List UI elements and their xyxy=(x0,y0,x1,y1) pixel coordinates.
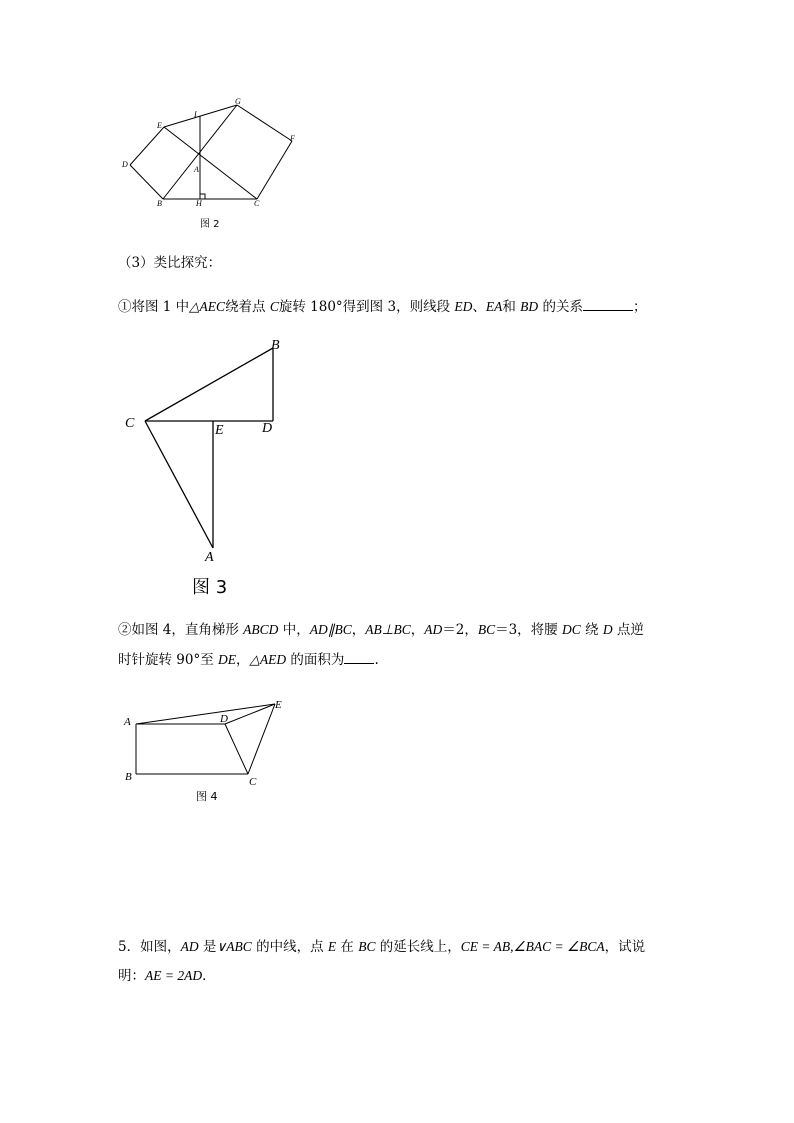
segment-CA xyxy=(145,421,213,548)
figure-2 xyxy=(0,0,794,240)
segment-ED xyxy=(130,127,164,165)
figure-4 xyxy=(0,690,794,820)
label-B: B xyxy=(157,199,162,208)
label-D: D xyxy=(122,160,128,169)
label-E: E xyxy=(215,423,224,438)
figure-4-caption: 图 4 xyxy=(196,790,218,803)
segment-DB xyxy=(130,165,163,199)
problem-5-line-2: 明：AE = 2AD． xyxy=(118,968,216,984)
label-B: B xyxy=(271,338,280,353)
question-1: ①将图 1 中△AEC绕着点 C旋转 180°得到图 3，则线段 ED、EA和 BD 的关系 ； xyxy=(118,295,646,317)
problem-5-line-1: 5．如图，AD 是∨ABC 的中线，点 E 在 BC 的延长线上，CE = AB,∠BAC = ∠BCA，试说 xyxy=(118,939,646,955)
label-C: C xyxy=(125,416,135,431)
answer-blank-2[interactable] xyxy=(344,648,374,664)
label-A: A xyxy=(194,165,199,174)
segment-CF xyxy=(257,141,292,199)
segment-EC xyxy=(164,127,257,199)
figure-3-lines xyxy=(145,348,273,548)
segment-CE xyxy=(248,704,275,774)
label-C: C xyxy=(249,776,257,788)
figure-4-lines xyxy=(136,704,275,774)
section-3-heading: （3）类比探究： xyxy=(118,255,222,271)
label-E: E xyxy=(157,121,162,130)
label-I: I xyxy=(194,110,197,119)
label-E: E xyxy=(275,699,282,711)
question-2-line-1: ②如图 4，直角梯形 ABCD 中，AD∥BC，AB⊥BC，AD＝2，BC＝3，将腰 DC 绕 D 点逆 xyxy=(118,622,644,638)
segment-AE xyxy=(136,704,275,724)
label-D: D xyxy=(262,421,273,436)
label-B: B xyxy=(125,771,132,783)
figure-3-caption: 图 3 xyxy=(192,577,228,598)
segment-CB xyxy=(145,348,273,421)
label-D: D xyxy=(220,713,228,725)
label-A: A xyxy=(205,550,214,565)
label-C: C xyxy=(254,199,260,208)
segment-DE xyxy=(225,704,275,724)
figure-2-lines xyxy=(130,105,292,199)
question-2-line-2: 时针旋转 90°至 DE，△AED 的面积为 . xyxy=(118,648,379,670)
segment-DC xyxy=(225,724,248,774)
figure-3 xyxy=(0,330,794,610)
answer-blank-1[interactable] xyxy=(583,295,633,311)
label-H: H xyxy=(196,199,202,208)
label-F: F xyxy=(290,134,295,143)
figure-2-caption: 图 2 xyxy=(200,219,220,230)
label-A: A xyxy=(124,716,131,728)
segment-FG xyxy=(237,105,292,141)
label-G: G xyxy=(235,97,241,106)
